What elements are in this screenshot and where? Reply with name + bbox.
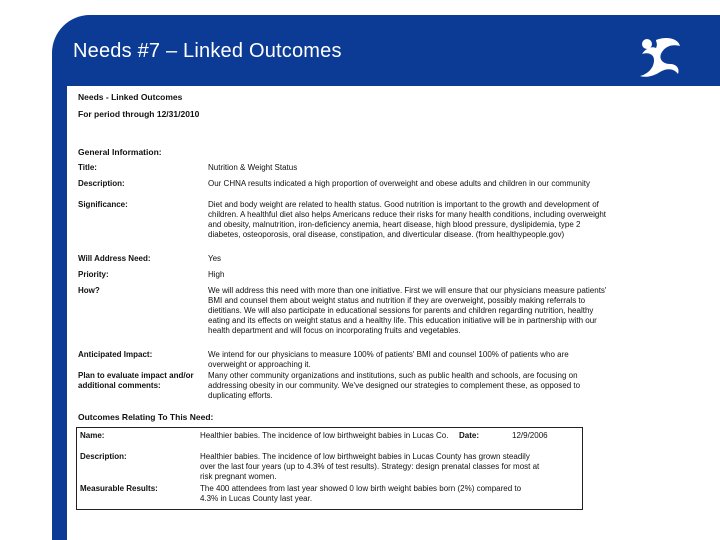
outcome-name-label: Name:	[80, 431, 105, 440]
outcome-description-label: Description:	[80, 452, 127, 461]
row-value: Our CHNA results indicated a high proportion of overweight and obese adults and children in our community	[208, 179, 590, 188]
row-value: High	[208, 270, 225, 279]
report-period: For period through 12/31/2010	[78, 109, 200, 119]
row-label: Plan to evaluate impact and/or additional comments:	[78, 371, 194, 390]
report-heading: Needs - Linked Outcomes	[78, 92, 183, 102]
row-label: Anticipated Impact:	[78, 350, 153, 359]
row-value: Many other community organizations and institutions, such as public health and schools, are focusing on addressing obesity in our community. We've designed our strategies to complement these, as opposed to duplicating efforts.	[208, 371, 581, 400]
document-area	[67, 86, 720, 540]
row-label: Priority:	[78, 270, 109, 279]
row-value: We intend for our physicians to measure 100% of patients' BMI and counsel 100% of patients who are overweight or approaching it.	[208, 350, 569, 369]
outcome-results-label: Measurable Results:	[80, 484, 158, 493]
outcome-date-label: Date:	[459, 431, 480, 440]
general-info-header: General Information:	[78, 147, 162, 157]
row-label: How?	[78, 286, 100, 295]
row-label: Significance:	[78, 200, 128, 209]
row-label: Title:	[78, 163, 97, 172]
slide-title: Needs #7 – Linked Outcomes	[73, 40, 342, 62]
needs-report	[67, 86, 687, 526]
outcomes-header: Outcomes Relating To This Need:	[78, 412, 214, 422]
outcome-date-value: 12/9/2006	[512, 431, 548, 440]
row-value: Diet and body weight are related to health status. Good nutrition is important to the growth and development of children. A healthful diet also helps Americans reduce their risks for many health conditions, including overweight and obesity, malnutrition, iron-deficiency anemia, heart disease, high blood pressure, dyslipidemia, type 2 diabetes, osteoporosis, oral disease, constipation, and diverticular disease. (from healthypeople.gov)	[208, 200, 606, 239]
row-value: We will address this need with more than one initiative. First we will ensure that our physicians measure patients' BMI and counsel them about weight status and nutrition if they are overweight, possibly making referrals to dietitians. We will also participate in educational sessions for parents and children regarding nutrition, healthy eating and its effects on weight status and a healthy life. This education initiative will be in partnership with our health department and will focus on incorporating fruits and vegetables.	[208, 286, 607, 335]
row-label: Will Address Need:	[78, 254, 151, 263]
row-value: Nutrition & Weight Status	[208, 163, 298, 172]
outcome-results-value: The 400 attendees from last year showed 0 low birth weight babies born (2%) compared to 4.3% in Lucas County last year.	[200, 484, 522, 503]
outcome-table	[76, 427, 583, 510]
row-value: Yes	[208, 254, 222, 263]
outcome-description-value: Healthier babies. The incidence of low birthweight babies in Lucas County has grown steadily over the last four years (up to 4.3% of test results). Strategy: design prenatal classes for most at risk pregnant women.	[200, 452, 540, 481]
row-label: Description:	[78, 179, 125, 188]
outcome-name-value: Healthier babies. The incidence of low birthweight babies in Lucas Co.	[200, 431, 449, 440]
dancing-figure-logo-icon	[636, 34, 684, 82]
